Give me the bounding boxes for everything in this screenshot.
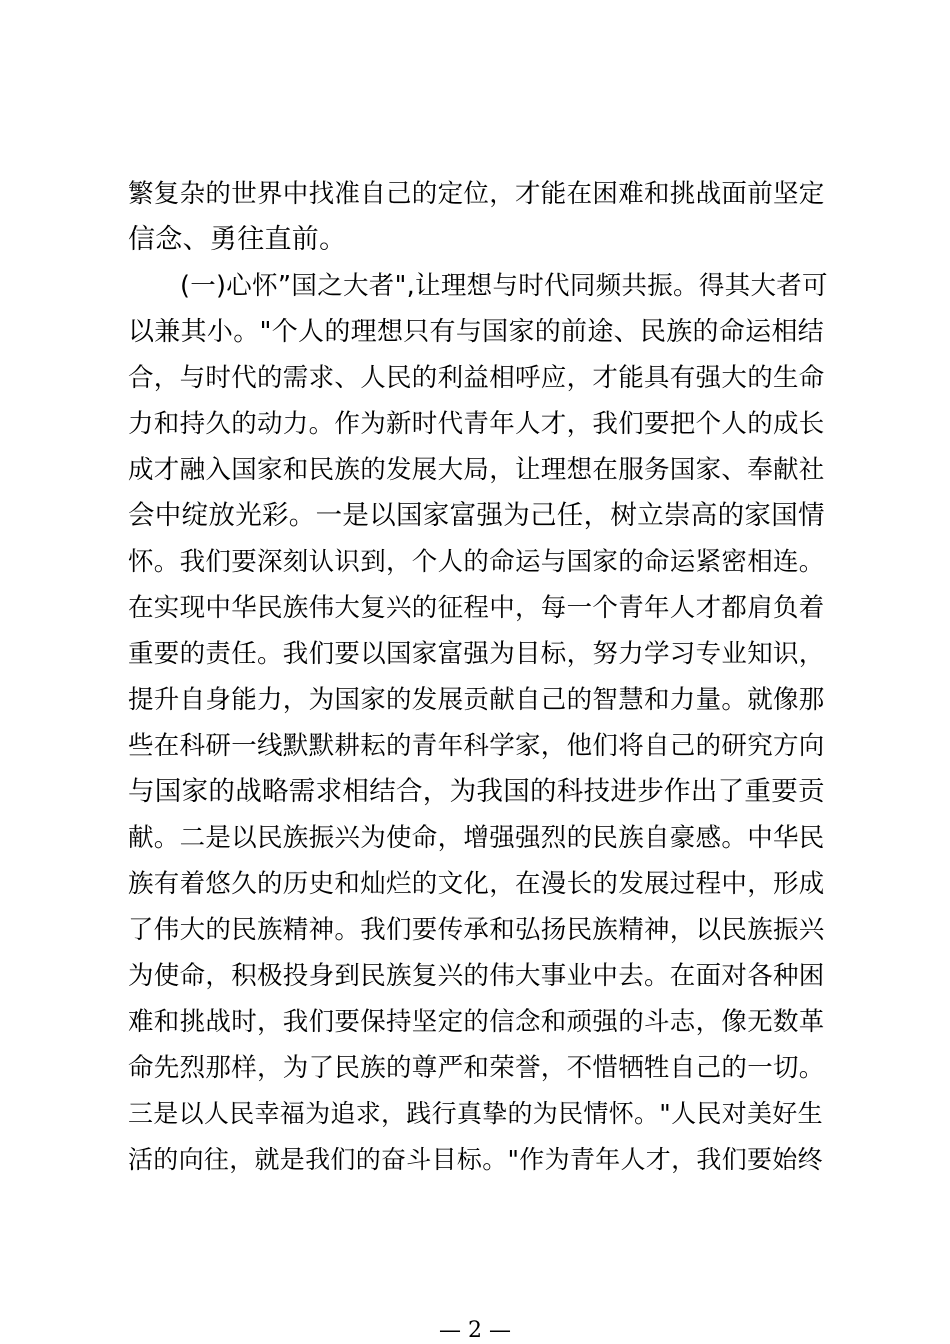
text-line: 三是以人民幸福为追求，践行真挚的为民情怀。"人民对美好生 bbox=[128, 1099, 823, 1128]
text-line: 在实现中华民族伟大复兴的征程中，每一个青年人才都肩负着 bbox=[128, 593, 825, 623]
text-line: 信念、勇往直前。 bbox=[128, 224, 347, 255]
text-line: 成才融入国家和民族的发展大局，让理想在服务国家、奉献社 bbox=[128, 455, 825, 485]
text-line: 些在科研一线默默耕耘的青年科学家，他们将自己的研究方向 bbox=[128, 731, 825, 761]
text-line: 提升自身能力，为国家的发展贡献自己的智慧和力量。就像那 bbox=[128, 685, 825, 715]
section-heading-line: (一)心怀”国之大者",让理想与时代同频共振。得其大者可 bbox=[180, 271, 828, 301]
text-line: 族有着悠久的历史和灿烂的文化，在漫长的发展过程中，形成 bbox=[128, 869, 825, 899]
text-line: 合，与时代的需求、人民的利益相呼应，才能具有强大的生命 bbox=[128, 363, 825, 393]
text-line: 与国家的战略需求相结合，为我国的科技进步作出了重要贡 bbox=[128, 776, 825, 807]
text-line: 以兼其小。"个人的理想只有与国家的前途、民族的命运相结 bbox=[128, 317, 825, 347]
text-line: 献。二是以民族振兴为使命，增强强烈的民族自豪感。中华民 bbox=[128, 823, 825, 853]
text-line: 命先烈那样，为了民族的尊严和荣誉，不惜牺牲自己的一切。 bbox=[128, 1053, 825, 1083]
text-line: 繁复杂的世界中找准自己的定位，才能在困难和挑战面前坚定 bbox=[128, 179, 825, 209]
text-line: 力和持久的动力。作为新时代青年人才，我们要把个人的成长 bbox=[128, 409, 825, 439]
text-line: 会中绽放光彩。一是以国家富强为己任，树立崇高的家国情 bbox=[128, 500, 825, 531]
text-line: 活的向往，就是我们的奋斗目标。"作为青年人才，我们要始终 bbox=[128, 1145, 823, 1174]
page-number: — 2 — bbox=[439, 1318, 511, 1343]
text-line: 了伟大的民族精神。我们要传承和弘扬民族精神，以民族振兴 bbox=[128, 915, 825, 945]
text-line: 难和挑战时，我们要保持坚定的信念和顽强的斗志，像无数革 bbox=[128, 1007, 825, 1037]
text-line: 为使命，积极投身到民族复兴的伟大事业中去。在面对各种困 bbox=[128, 961, 825, 991]
text-line: 怀。我们要深刻认识到，个人的命运与国家的命运紧密相连。 bbox=[128, 547, 825, 577]
text-line: 重要的责任。我们要以国家富强为目标，努力学习专业知识， bbox=[128, 639, 825, 669]
